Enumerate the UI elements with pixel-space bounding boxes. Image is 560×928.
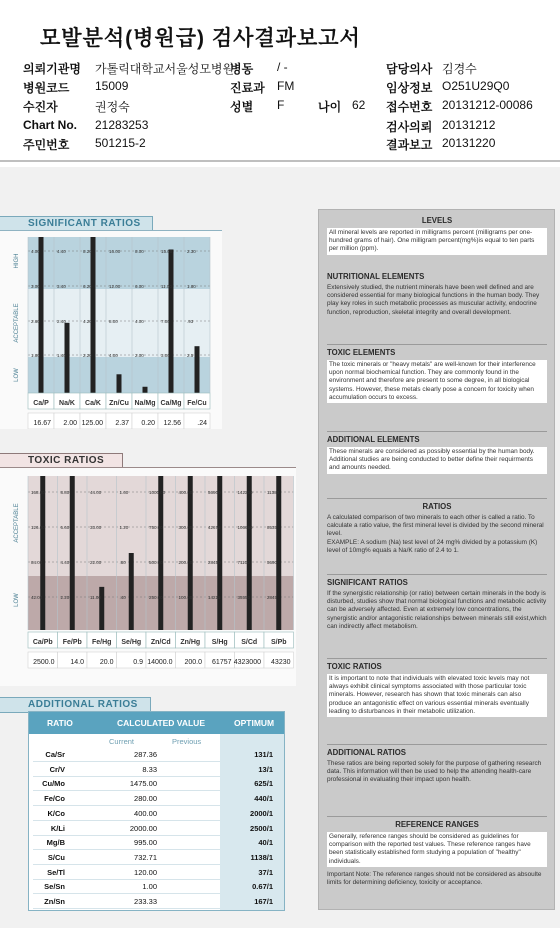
- tick-label: 4.40: [60, 560, 70, 565]
- ratio-value: 2500.0: [33, 659, 55, 666]
- additional-ratio-row: [29, 894, 284, 909]
- ratio-label: S/Cd: [241, 639, 258, 646]
- header-value-clinical-info: O251U29Q0: [442, 79, 510, 93]
- ratio-label: S/Hg: [211, 639, 228, 646]
- additional-ratios-info-heading: ADDITIONAL RATIOS: [327, 748, 406, 757]
- ratio-current-value: 400.00: [134, 808, 157, 818]
- tick-label: 3.00: [161, 353, 170, 358]
- ratio-optimum-value: 0.67/1: [252, 882, 273, 892]
- tick-label: 6.00: [135, 284, 144, 289]
- toxic-ratios-title: TOXIC RATIOS: [0, 453, 123, 469]
- reference-ranges-section: [327, 820, 547, 887]
- ratio-current-value: 995.00: [134, 838, 157, 848]
- toxic-ratios-info-text: It is important to note that individuals with elevated toxic levels may not always exhibit clinical symptoms associated with those particular toxic minerals. However, research has shown that toxic minerals can also produce an antagonistic effect on various essential minerals eventually leading to disturbances in their metabolic utilization.: [327, 674, 547, 717]
- ratio-optimum-value: 2000/1: [250, 808, 273, 818]
- additional-ratio-row: [29, 806, 284, 821]
- tick-label: 1.80: [187, 284, 196, 289]
- tick-label: 44.00: [90, 490, 102, 495]
- ratio-label: Ca/Pb: [32, 639, 53, 646]
- ratio-value: 43230: [271, 659, 291, 666]
- additional-elements-text: These minerals are considered as possibly essential by the human body. Additional studies are being conducted to better define their requirments and amounts needed.: [327, 447, 547, 474]
- ratios-heading: RATIOS: [422, 502, 452, 511]
- tick-label: 1.80: [31, 353, 40, 358]
- header-value-hospital-code: 15009: [95, 79, 129, 93]
- tick-label: 6.60: [60, 525, 70, 530]
- tick-label: 4.00: [135, 319, 144, 324]
- header-value-report-date: 20131220: [442, 136, 496, 150]
- ratio-value: 16.67: [33, 420, 51, 427]
- ratio-name: S/Cu: [47, 852, 65, 862]
- tick-label: 11380: [267, 490, 280, 495]
- header-value-request-date: 20131212: [442, 118, 496, 132]
- subheader-current: Current: [109, 737, 135, 746]
- ratio-optimum-value: 40/1: [258, 838, 273, 848]
- header-label-clinical-info: 임상정보: [386, 81, 433, 95]
- additional-ratio-row: [29, 821, 284, 836]
- ratio-value: 2.00: [63, 420, 77, 427]
- toxic-ratios-svg: [0, 468, 296, 686]
- tick-label: 2.5: [187, 353, 194, 358]
- tick-label: 15.00: [161, 249, 173, 254]
- header-value-patient: 권정숙: [95, 100, 130, 114]
- ratio-label: Fe/Hg: [92, 639, 112, 646]
- additional-ratio-row: [29, 865, 284, 880]
- ratio-bar: [117, 374, 122, 393]
- tick-label: 1.20: [119, 525, 129, 530]
- tick-label: 200.00: [178, 560, 193, 565]
- toxic-ratios-info-section: [327, 662, 547, 717]
- tick-label: 8.00: [109, 319, 118, 324]
- tick-label: .40: [119, 595, 126, 600]
- ratio-name: Fe/Co: [44, 794, 65, 804]
- ratio-value: 0.20: [141, 420, 155, 427]
- tick-label: 4.40: [57, 249, 66, 254]
- ratio-value: 200.0: [184, 659, 202, 666]
- ratio-bar: [91, 237, 96, 393]
- tick-label: 1000.00: [149, 490, 166, 495]
- zone-label: LOW: [14, 593, 20, 607]
- header-label-patient: 수진자: [23, 100, 58, 114]
- ratio-bar: [40, 476, 45, 630]
- additional-elements-section: [327, 435, 547, 474]
- header-value-age: 62: [352, 98, 366, 112]
- ratio-label: Ca/P: [33, 400, 49, 407]
- tick-label: 11.00: [90, 595, 101, 600]
- ratio-label: Zn/Cu: [109, 400, 129, 407]
- ratio-optimum-value: 440/1: [254, 794, 273, 804]
- significant-ratios-info-text: If the synergistic relationship (or ratio) between certain minerals in the body is disturbed, studies show that normal biological functions and metabolic activity can be adversely affected. Even at extremely low concentrations, the synergistic and/or antagonistic relationships between minerals still exist,which can indirectly affect metabolism.: [327, 590, 547, 630]
- tick-label: 8.20: [83, 249, 92, 254]
- ratios-example: EXAMPLE: A sodium (Na) test level of 24 mg% divided by a potassium (K) level of 10mg% equals a Na/K ratio of 2.4 to 1.: [327, 538, 538, 554]
- tick-label: 106650: [237, 525, 253, 530]
- ratio-optimum-value: 2500/1: [250, 823, 273, 833]
- additional-ratio-row: [29, 776, 284, 791]
- header-value-resident-no: 501215-2: [95, 136, 146, 150]
- nutritional-heading: NUTRITIONAL ELEMENTS: [327, 272, 425, 281]
- tick-label: 22.00: [90, 560, 102, 565]
- tick-label: 42675: [208, 525, 221, 530]
- ratios-text: A calculated comparison of two minerals to each other is called a ratio. To calculate a ratio value, the first mineral level is divided by the second mineral level.: [327, 514, 544, 538]
- header-label-age: 나이: [318, 100, 342, 114]
- additional-ratio-row: [29, 791, 284, 806]
- ratio-name: K/Co: [47, 808, 65, 818]
- additional-ratio-row: [29, 850, 284, 865]
- header-value-doctor: 김경수: [442, 62, 477, 76]
- ratio-current-value: 2000.00: [129, 823, 157, 833]
- nutritional-section: [327, 272, 547, 317]
- ratio-current-value: 1475.00: [129, 779, 157, 789]
- ratio-optimum-value: 625/1: [254, 779, 273, 789]
- chart-band: [28, 289, 210, 357]
- tick-label: 1.40: [57, 353, 66, 358]
- subheader-previous: Previous: [172, 737, 202, 746]
- zone-label: LOW: [14, 368, 20, 382]
- ratio-bar: [143, 387, 148, 393]
- ratio-bar: [99, 587, 104, 630]
- header-label-institution: 의뢰기관명: [23, 62, 81, 76]
- zone-label: ACCEPTABLE: [14, 303, 20, 343]
- tick-label: 35550: [237, 595, 251, 600]
- tick-label: 4.20: [83, 319, 92, 324]
- levels-heading: LEVELS: [421, 216, 453, 225]
- tick-label: 126.00: [31, 525, 45, 530]
- ratio-bar: [39, 237, 44, 393]
- tick-label: 8535: [267, 525, 278, 530]
- significant-ratios-svg: [0, 231, 222, 429]
- ratio-value: 61757: [212, 659, 232, 666]
- tick-label: 3.00: [31, 284, 40, 289]
- ratio-optimum-value: 131/1: [254, 750, 273, 759]
- ratio-current-value: 120.00: [134, 867, 157, 877]
- tick-label: 4.00: [109, 353, 118, 358]
- ratio-optimum-value: 13/1: [258, 764, 273, 774]
- ratio-value: 125.00: [81, 420, 103, 427]
- toxic-ratios-info-heading: TOXIC RATIOS: [327, 662, 382, 671]
- header-label-receipt-no: 접수번호: [386, 100, 433, 114]
- header-value-institution: 가톨릭대학교서울성모병원: [95, 62, 235, 76]
- tick-label: 4.00: [31, 249, 40, 254]
- header-ratio: RATIO: [47, 718, 73, 728]
- tick-label: 42.00: [31, 595, 43, 600]
- additional-ratio-row: [29, 762, 284, 777]
- additional-ratios-title: ADDITIONAL RATIOS: [0, 697, 151, 713]
- header-label-department: 진료과: [230, 81, 265, 95]
- tick-label: 1.60: [119, 490, 129, 495]
- ratio-value: .24: [197, 420, 207, 427]
- tick-label: 100.00: [178, 595, 193, 600]
- tick-label: 168.00: [31, 490, 45, 495]
- ratio-bar: [276, 476, 281, 630]
- ratio-bar: [217, 476, 222, 630]
- significant-ratios-info-heading: SIGNIFICANT RATIOS: [327, 578, 408, 587]
- header-calculated-value: CALCULATED VALUE: [117, 718, 205, 728]
- ratio-value: 14000.0: [147, 659, 173, 666]
- header-value-ward: / -: [277, 60, 288, 74]
- ratio-current-value: 287.36: [134, 750, 157, 759]
- tick-label: 84.00: [31, 560, 43, 565]
- significant-ratios-title: SIGNIFICANT RATIOS: [0, 216, 153, 232]
- reference-ranges-note: Important Note: The reference ranges should not be considered as absoulte limits for determining deficiency, toxicity or acceptance.: [327, 870, 542, 887]
- header-label-hospital-code: 병원코드: [23, 81, 70, 95]
- ratio-value: 4323000: [233, 659, 261, 666]
- header-value-department: FM: [277, 79, 295, 93]
- tick-label: 250.00: [149, 595, 163, 600]
- tick-label: .80: [119, 560, 126, 565]
- ratio-name: Se/Sn: [44, 882, 65, 892]
- tick-label: 500.00: [149, 560, 163, 565]
- zone-label: ACCEPTABLE: [14, 503, 20, 543]
- ratio-name: Mg/B: [46, 838, 65, 848]
- zone-label: HIGH: [14, 253, 20, 269]
- tick-label: 2.40: [57, 319, 66, 324]
- ratio-bar: [70, 476, 75, 630]
- ratio-bar: [195, 346, 200, 393]
- header-label-request-date: 검사의뢰: [386, 120, 433, 134]
- header-label-chart-no: Chart No.: [23, 118, 77, 132]
- ratio-name: Cu/Mo: [42, 779, 65, 789]
- ratio-label: Na/K: [59, 400, 75, 407]
- ratio-optimum-value: 1138/1: [250, 852, 273, 862]
- ratio-value: 2.37: [115, 420, 129, 427]
- chart-band: [28, 237, 210, 289]
- ratio-optimum-value: 167/1: [254, 897, 273, 906]
- ratio-bar: [158, 476, 163, 630]
- ratio-value: 14.0: [70, 659, 84, 666]
- tick-label: 16.00: [109, 249, 121, 254]
- ratio-label: Fe/Cu: [187, 400, 207, 407]
- tick-label: 300.00: [178, 525, 193, 530]
- tick-label: 3.40: [57, 284, 66, 289]
- tick-label: 400.00: [178, 490, 193, 495]
- levels-section: [327, 216, 547, 255]
- additional-ratios-table: [28, 711, 285, 911]
- header-label-resident-no: 주민번호: [23, 138, 70, 152]
- ratio-bar: [188, 476, 193, 630]
- ratio-value: 0.9: [133, 659, 143, 666]
- tick-label: 6.20: [83, 284, 92, 289]
- tick-label: 14225: [208, 595, 221, 600]
- ratio-current-value: 1.00: [142, 882, 157, 892]
- header-label-sex: 성별: [230, 100, 254, 114]
- header-label-ward: 병동: [230, 62, 254, 76]
- ratio-label: Ca/Mg: [160, 400, 182, 407]
- tick-label: 2.20: [83, 353, 92, 358]
- ratio-bar: [129, 553, 134, 630]
- toxic-elements-section: [327, 348, 547, 403]
- tick-label: 71100: [237, 560, 250, 565]
- ratio-current-value: 732.71: [134, 852, 157, 862]
- additional-elements-heading: ADDITIONAL ELEMENTS: [327, 435, 420, 444]
- header-value-receipt-no: 20131212-00086: [442, 98, 533, 112]
- reference-ranges-text: Generally, reference ranges should be considered as guidelines for comparison with the reported test values. These reference ranges have been statistically established form studying a population of "healthy" individuals.: [327, 832, 547, 867]
- tick-label: .93: [187, 319, 194, 324]
- header-label-report-date: 결과보고: [386, 138, 433, 152]
- info-column: [318, 209, 555, 910]
- tick-label: 142200: [237, 490, 253, 495]
- ratio-label: Fe/Pb: [62, 639, 82, 646]
- header-label-doctor: 담당의사: [386, 62, 433, 76]
- ratio-name: Se/Tl: [47, 867, 65, 877]
- ratio-label: Na/Mg: [134, 400, 156, 407]
- tick-label: 5690: [267, 560, 278, 565]
- tick-label: 2.20: [60, 595, 70, 600]
- ratio-name: K/Li: [50, 823, 65, 833]
- tick-label: 2845: [267, 595, 278, 600]
- ratio-name: Ca/Sr: [45, 750, 65, 759]
- nutritional-text: Extensively studied, the nutrient minerals have been well defined and are considered essential for many biological functions in the human body. They play key roles in such metabolic processes as muscular activity, endocrine function, reproduction, skeletal integrity and overall development.: [327, 284, 540, 316]
- tick-label: 2.00: [135, 353, 144, 358]
- ratio-current-value: 233.33: [134, 897, 157, 906]
- header-value-chart-no: 21283253: [95, 118, 149, 132]
- ratio-optimum-value: 37/1: [258, 867, 273, 877]
- tick-label: 11.00: [161, 284, 172, 289]
- ratio-label: Ca/K: [85, 400, 101, 407]
- header-divider: [0, 160, 560, 162]
- ratio-value: 12.56: [163, 420, 181, 427]
- tick-label: 56900: [208, 490, 221, 495]
- header-value-sex: F: [277, 98, 285, 112]
- tick-label: 8.80: [60, 490, 70, 495]
- reference-ranges-heading: REFERENCE RANGES: [395, 820, 479, 829]
- tick-label: 28450: [208, 560, 221, 565]
- additional-ratio-row: [29, 835, 284, 850]
- tick-label: 12.00: [109, 284, 121, 289]
- ratio-name: Cr/V: [49, 764, 65, 774]
- ratio-current-value: 8.33: [142, 764, 157, 774]
- toxic-elements-text: The toxic minerals or "heavy metals" are well-known for their interference upon normal biochemical function. They are commonly found in the environment and therefore are present to some degree, in all biological systems. However, these metals clearly pose a concern for toxicity when accumulation occurs to excess.: [327, 360, 547, 403]
- ratio-current-value: 280.00: [134, 794, 157, 804]
- significant-ratios-info-section: [327, 578, 547, 631]
- ratio-label: Zn/Cd: [150, 639, 171, 646]
- tick-label: 8.00: [135, 249, 144, 254]
- additional-ratio-row: [29, 879, 284, 894]
- tick-label: 7.00: [161, 319, 170, 324]
- report-title: 모발분석(병원급) 검사결과보고서: [40, 27, 361, 50]
- additional-ratio-row: [29, 747, 284, 762]
- levels-text: All mineral levels are reported in milligrams percent (milligrams per one-hundred grams of hair). One milligram percent(mg%)is equal to ten parts per million (ppm).: [327, 228, 547, 255]
- toxic-elements-heading: TOXIC ELEMENTS: [327, 348, 396, 357]
- ratio-label: S/Pb: [270, 639, 287, 646]
- toxic-ratios-chart: [0, 467, 296, 686]
- additional-ratios-info-text: These ratios are being reported solely for the purpose of gathering research data. This information will then be used to help the attending health-care professional in evaluating their impact upon health.: [327, 760, 542, 784]
- ratio-bar: [247, 476, 252, 630]
- ratio-name: Zn/Sn: [44, 897, 65, 906]
- tick-label: 2.30: [187, 249, 196, 254]
- tick-label: 2.60: [31, 319, 40, 324]
- significant-ratios-chart: [0, 230, 222, 429]
- tick-label: 33.00: [90, 525, 102, 530]
- ratios-section: [327, 502, 547, 555]
- additional-ratios-info-section: [327, 748, 547, 785]
- ratio-label: Se/Hg: [121, 639, 142, 646]
- ratio-label: Zn/Hg: [180, 639, 201, 646]
- additional-ratios-header: [29, 712, 284, 734]
- header-optimum: OPTIMUM: [234, 718, 275, 728]
- ratio-value: 20.0: [99, 659, 114, 666]
- tick-label: 750.00: [149, 525, 163, 530]
